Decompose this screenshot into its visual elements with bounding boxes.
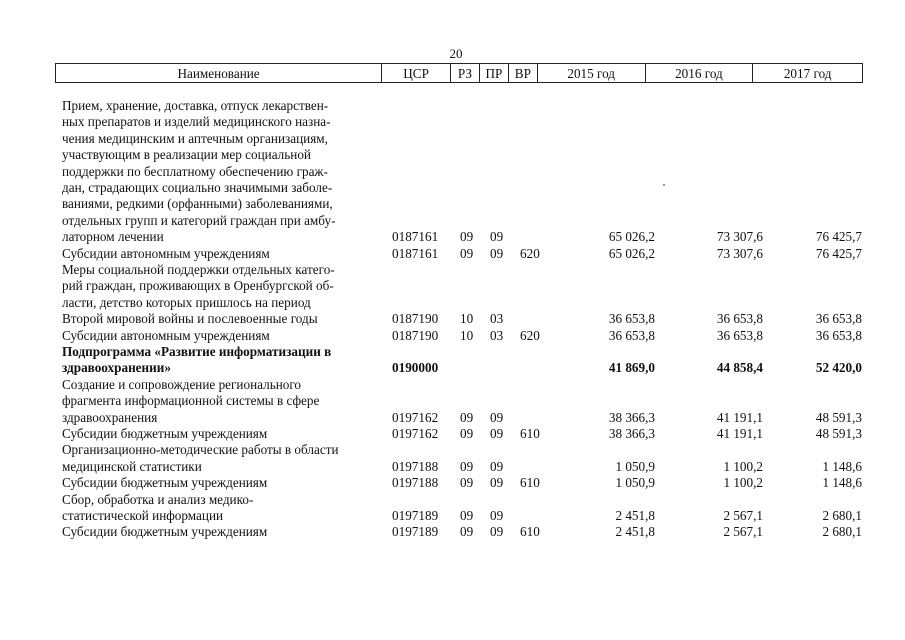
cell-y2016: 1 100,2 [723,458,763,474]
cell-y2017: 36 653,8 [815,311,862,327]
row-name-line: Подпрограмма «Развитие информатизации в [62,344,332,359]
row-name-line: дан, страдающих социально значимыми заболе- [62,180,333,196]
cell-y2015: 65 026,2 [608,245,655,261]
cell-y2015: 65 026,2 [608,229,655,245]
cell-y2016: 2 567,1 [723,524,763,540]
header-vr: ВР [508,64,537,82]
cell-y2017: 2 680,1 [822,524,862,540]
row-name [62,328,382,344]
cell-csr: 0197189 [392,524,439,540]
row-name-line: чения медицинским и аптечным организациям, [62,130,328,146]
cell-pr: 09 [490,409,504,425]
row-name-line: медицинской статистики [62,458,202,474]
row-name-line: Создание и сопровождение регионального [62,376,302,392]
header-name: Наименование [177,66,260,81]
cell-csr: 0187190 [392,311,439,327]
cell-csr: 0190000 [392,360,439,376]
cell-rz: 09 [460,458,474,474]
cell-pr: 09 [490,475,504,491]
cell-csr: 0197188 [392,475,439,491]
cell-y2017: 52 420,0 [815,360,862,376]
cell-pr: 09 [490,524,504,540]
row-name [62,524,382,540]
row-name-line: Меры социальной поддержки отдельных катего- [62,262,335,277]
cell-csr: 0187190 [392,327,439,343]
cell-y2016: 41 191,1 [716,426,763,441]
row-name [62,246,382,262]
cell-y2015: 1 050,9 [615,458,655,474]
row-name-line: ласти, детство которых пришлось на период [62,294,311,310]
cell-y2017: 1 148,6 [822,475,862,491]
row-name-line: Субсидии автономным учреждениям [62,327,270,343]
row-name-line: фрагмента информационной системы в сфере [62,393,320,409]
cell-y2016: 73 307,6 [716,229,763,245]
cell-pr: 09 [490,458,504,474]
cell-vr: 610 [520,524,540,540]
row-name-line: здравоохранении» [62,360,171,376]
row-name-line: поддержки по бесплатному обеспечению граж- [62,163,328,179]
cell-rz: 09 [460,475,474,491]
cell-y2016: 36 653,8 [716,311,763,327]
cell-y2017: 2 680,1 [822,507,862,523]
cell-y2017: 48 591,3 [815,409,862,425]
cell-y2015: 36 653,8 [608,311,655,327]
cell-y2015: 1 050,9 [615,475,655,491]
row-name-line: статистической информации [62,508,224,523]
table-header [55,63,863,83]
row-name-line: Субсидии бюджетным учреждениям [62,475,268,491]
cell-pr: 09 [490,245,504,261]
cell-csr: 0187161 [392,245,439,261]
cell-rz: 09 [460,426,474,441]
cell-y2016: 73 307,6 [716,245,763,261]
cell-csr: 0197189 [392,507,439,523]
cell-rz: 09 [460,507,474,523]
cell-rz: 09 [460,229,474,245]
cell-y2017: 36 653,8 [815,327,862,343]
cell-y2015: 38 366,3 [608,426,655,441]
cell-rz: 09 [460,524,474,540]
cell-csr: 0197162 [392,426,439,441]
header-2017: 2017 год [752,64,862,82]
cell-y2015: 2 451,8 [615,507,655,523]
row-name-line: латорном лечении [62,229,164,245]
cell-csr: 0197162 [392,409,439,425]
row-name-line: Организационно-методические работы в области [62,442,339,458]
cell-vr: 620 [520,327,540,343]
cell-y2015: 38 366,3 [608,409,655,425]
cell-y2016: 36 653,8 [716,327,763,343]
cell-y2017: 48 591,3 [815,426,862,441]
row-name [62,344,382,377]
cell-y2016: 2 567,1 [723,507,763,523]
cell-y2017: 76 425,7 [815,229,862,245]
header-2015: 2015 год [537,64,645,82]
cell-vr: 620 [520,245,540,261]
cell-vr: 610 [520,475,540,491]
cell-y2015: 2 451,8 [615,524,655,540]
cell-vr: 610 [520,426,540,441]
page-number: 20 [449,46,463,61]
cell-pr: 09 [490,426,504,441]
row-name [62,475,382,491]
row-name-line: Субсидии бюджетным учреждениям [62,426,268,441]
row-name [62,98,382,246]
cell-y2017: 1 148,6 [822,458,862,474]
cell-pr: 09 [490,507,504,523]
row-name-line: Сбор, обработка и анализ медико- [62,491,254,507]
cell-y2015: 41 869,0 [608,360,655,376]
row-name-line: Прием, хранение, доставка, отпуск лекарствен- [62,98,329,113]
row-name-line: ных препаратов и изделий медицинского назна- [62,114,331,130]
cell-csr: 0187161 [392,229,439,245]
row-name-line: отдельных групп и категорий граждан при амбу- [62,212,336,228]
cell-rz: 09 [460,409,474,425]
scan-speck [663,184,665,186]
cell-rz: 10 [460,311,474,327]
row-name [62,377,382,426]
cell-pr: 03 [490,327,504,343]
cell-y2016: 41 191,1 [716,409,763,425]
header-rz: РЗ [450,64,479,82]
row-name-line: Второй мировой войны и послевоенные годы [62,311,318,327]
header-csr: ЦСР [381,64,450,82]
header-pr: ПР [479,64,508,82]
cell-y2015: 36 653,8 [608,327,655,343]
cell-y2016: 44 858,4 [716,360,763,376]
cell-pr: 03 [490,311,504,327]
row-name-line: ваниями, редкими (орфанными) заболеваниями, [62,196,333,212]
row-name-line: рий граждан, проживающих в Оренбургской об- [62,278,334,294]
header-2016: 2016 год [645,64,753,82]
cell-y2016: 1 100,2 [723,475,763,491]
row-name-line: здравоохранения [62,409,158,425]
row-name [62,262,382,328]
row-name-line: Субсидии автономным учреждениям [62,245,270,261]
cell-csr: 0197188 [392,458,439,474]
row-name [62,442,382,475]
row-name-line: Субсидии бюджетным учреждениям [62,524,268,540]
cell-rz: 10 [460,327,474,343]
cell-pr: 09 [490,229,504,245]
cell-y2017: 76 425,7 [815,245,862,261]
row-name-line: участвующим в реализации мер социальной [62,147,311,163]
row-name [62,492,382,525]
row-name [62,426,382,442]
cell-rz: 09 [460,245,474,261]
